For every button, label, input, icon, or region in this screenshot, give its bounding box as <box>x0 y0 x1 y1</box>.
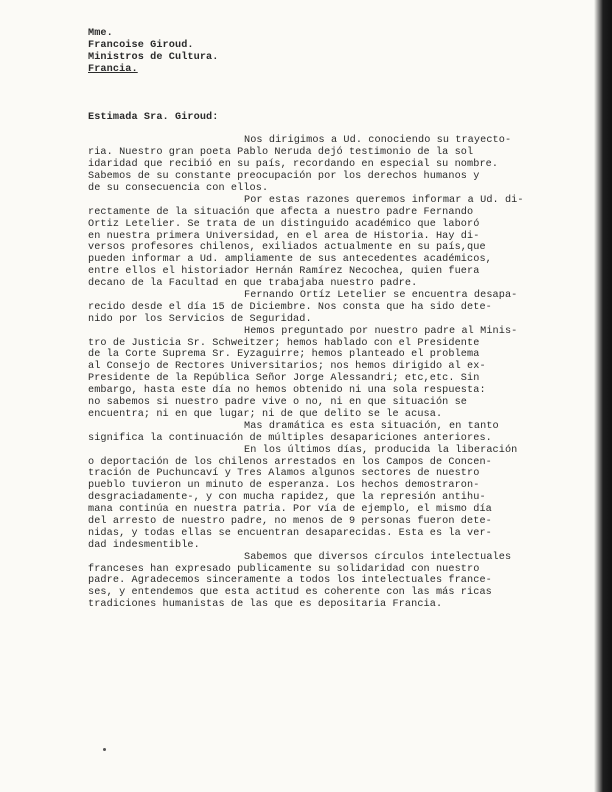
letter-line: Mas dramática es esta situación, en tanto <box>244 420 499 432</box>
recipient-address <box>88 28 584 76</box>
letter-line: pueden informar a Ud. ampliamente de sus antecedentes académicos, <box>88 254 492 266</box>
letter-line: padre. Agradecemos sinceramente a todos los intelectuales france- <box>88 575 492 587</box>
letter-line: Sabemos que diversos círculos intelectuales <box>244 551 512 563</box>
letter-line: tración de Puchuncaví y Tres Alamos algunos sectores de nuestro <box>88 468 480 480</box>
letter-line: decano de la Facultad en que trabajaba nuestro padre. <box>88 278 418 290</box>
letter-text <box>88 135 584 611</box>
letter-line: recido desde el día 15 de Diciembre. Nos consta que ha sido dete- <box>88 301 492 313</box>
letter-line: nido por los Servicios de Seguridad. <box>88 313 312 325</box>
letter-line: entre ellos el historiador Hernán Ramírez Necochea, quien fuera <box>88 266 480 278</box>
letter-line: tro de Justicia Sr. Schweitzer; hemos hablado con el Presidente <box>88 337 480 349</box>
letter-line: nidas, y todas ellas se encuentran desaparecidas. Esta es la ver- <box>88 527 492 539</box>
letter-line: encuentra; ni en que lugar; ni de que delito se le acusa. <box>88 408 443 420</box>
letter-line: de su consecuencia con ellos. <box>88 183 269 195</box>
letter-line: Ortiz Letelier. Se trata de un distinguido académico que laboró <box>88 218 480 230</box>
letter-line: significa la continuación de múltiples desapariciones anteriores. <box>88 432 492 444</box>
letter-line: franceses han expresado publicamente su solidaridad con nuestro <box>88 563 480 575</box>
letter-line: Fernando Ortíz Letelier se encuentra desapa- <box>244 290 518 302</box>
letter-line: embargo, hasta este día no hemos obtenido ni una sola respuesta: <box>88 385 486 397</box>
letter-line: no sabemos si nuestro padre vive o no, ni en que situación se <box>88 397 468 409</box>
letter-line: Presidente de la República Señor Jorge Alessandri; etc,etc. Sin <box>88 373 480 385</box>
address-line: Ministros de Cultura. <box>88 51 219 63</box>
letter-line: de la Corte Suprema Sr. Eyzaguirre; hemos planteado el problema <box>88 349 480 361</box>
letter-line: En los últimos días, producida la liberación <box>244 444 518 456</box>
letter-line: o deportación de los chilenos arrestados en los Campos de Concen- <box>88 456 492 468</box>
letter-line: tradiciones humanistas de las que es depositaria Francia. <box>88 599 443 611</box>
address-line: Francia. <box>88 63 138 75</box>
letter-line: mana continúa en nuestra patria. Por vía de ejemplo, el mismo día <box>88 504 492 516</box>
letter-line: Por estas razones queremos informar a Ud. di- <box>244 194 524 206</box>
letter-line: dad indesmentible. <box>88 539 200 551</box>
scan-speck <box>103 748 106 751</box>
letter-line: rectamente de la situación que afecta a nuestro padre Fernando <box>88 206 474 218</box>
letter-line: pueblo tuvieron un minuto de esperanza. Los hechos demostraron- <box>88 480 480 492</box>
letter-line: en nuestra primera Universidad, en el area de Historia. Hay di- <box>88 230 480 242</box>
letter-line: al Consejo de Rectores Universitarios; nos hemos dirigido al ex- <box>88 361 486 373</box>
address-line: Mme. <box>88 28 113 39</box>
letter-body <box>88 28 584 611</box>
salutation: Estimada Sra. Giroud: <box>88 111 219 123</box>
letter-line: idaridad que recibió en su país, recordando en especial su nombre. <box>88 159 499 171</box>
scan-edge-shadow <box>582 0 612 792</box>
letter-line: desgraciadamente-, y con mucha rapidez, que la represión antihu- <box>88 492 486 504</box>
address-line: Francoise Giroud. <box>88 39 194 51</box>
letter-line: del arresto de nuestro padre, no menos de 9 personas fueron dete- <box>88 515 492 527</box>
letter-line: Nos dirigimos a Ud. conociendo su trayecto- <box>244 135 512 147</box>
letter-line: Hemos preguntado por nuestro padre al Minis- <box>244 325 518 337</box>
letter-line: versos profesores chilenos, exiliados actualmente en su país,que <box>88 242 486 254</box>
letter-line: ria. Nuestro gran poeta Pablo Neruda dejó testimonio de la sol <box>88 147 474 159</box>
letter-line: Sabemos de su constante preocupación por los derechos humanos y <box>88 171 480 183</box>
letter-line: ses, y entendemos que esta actitud es coherente con las más ricas <box>88 587 492 599</box>
